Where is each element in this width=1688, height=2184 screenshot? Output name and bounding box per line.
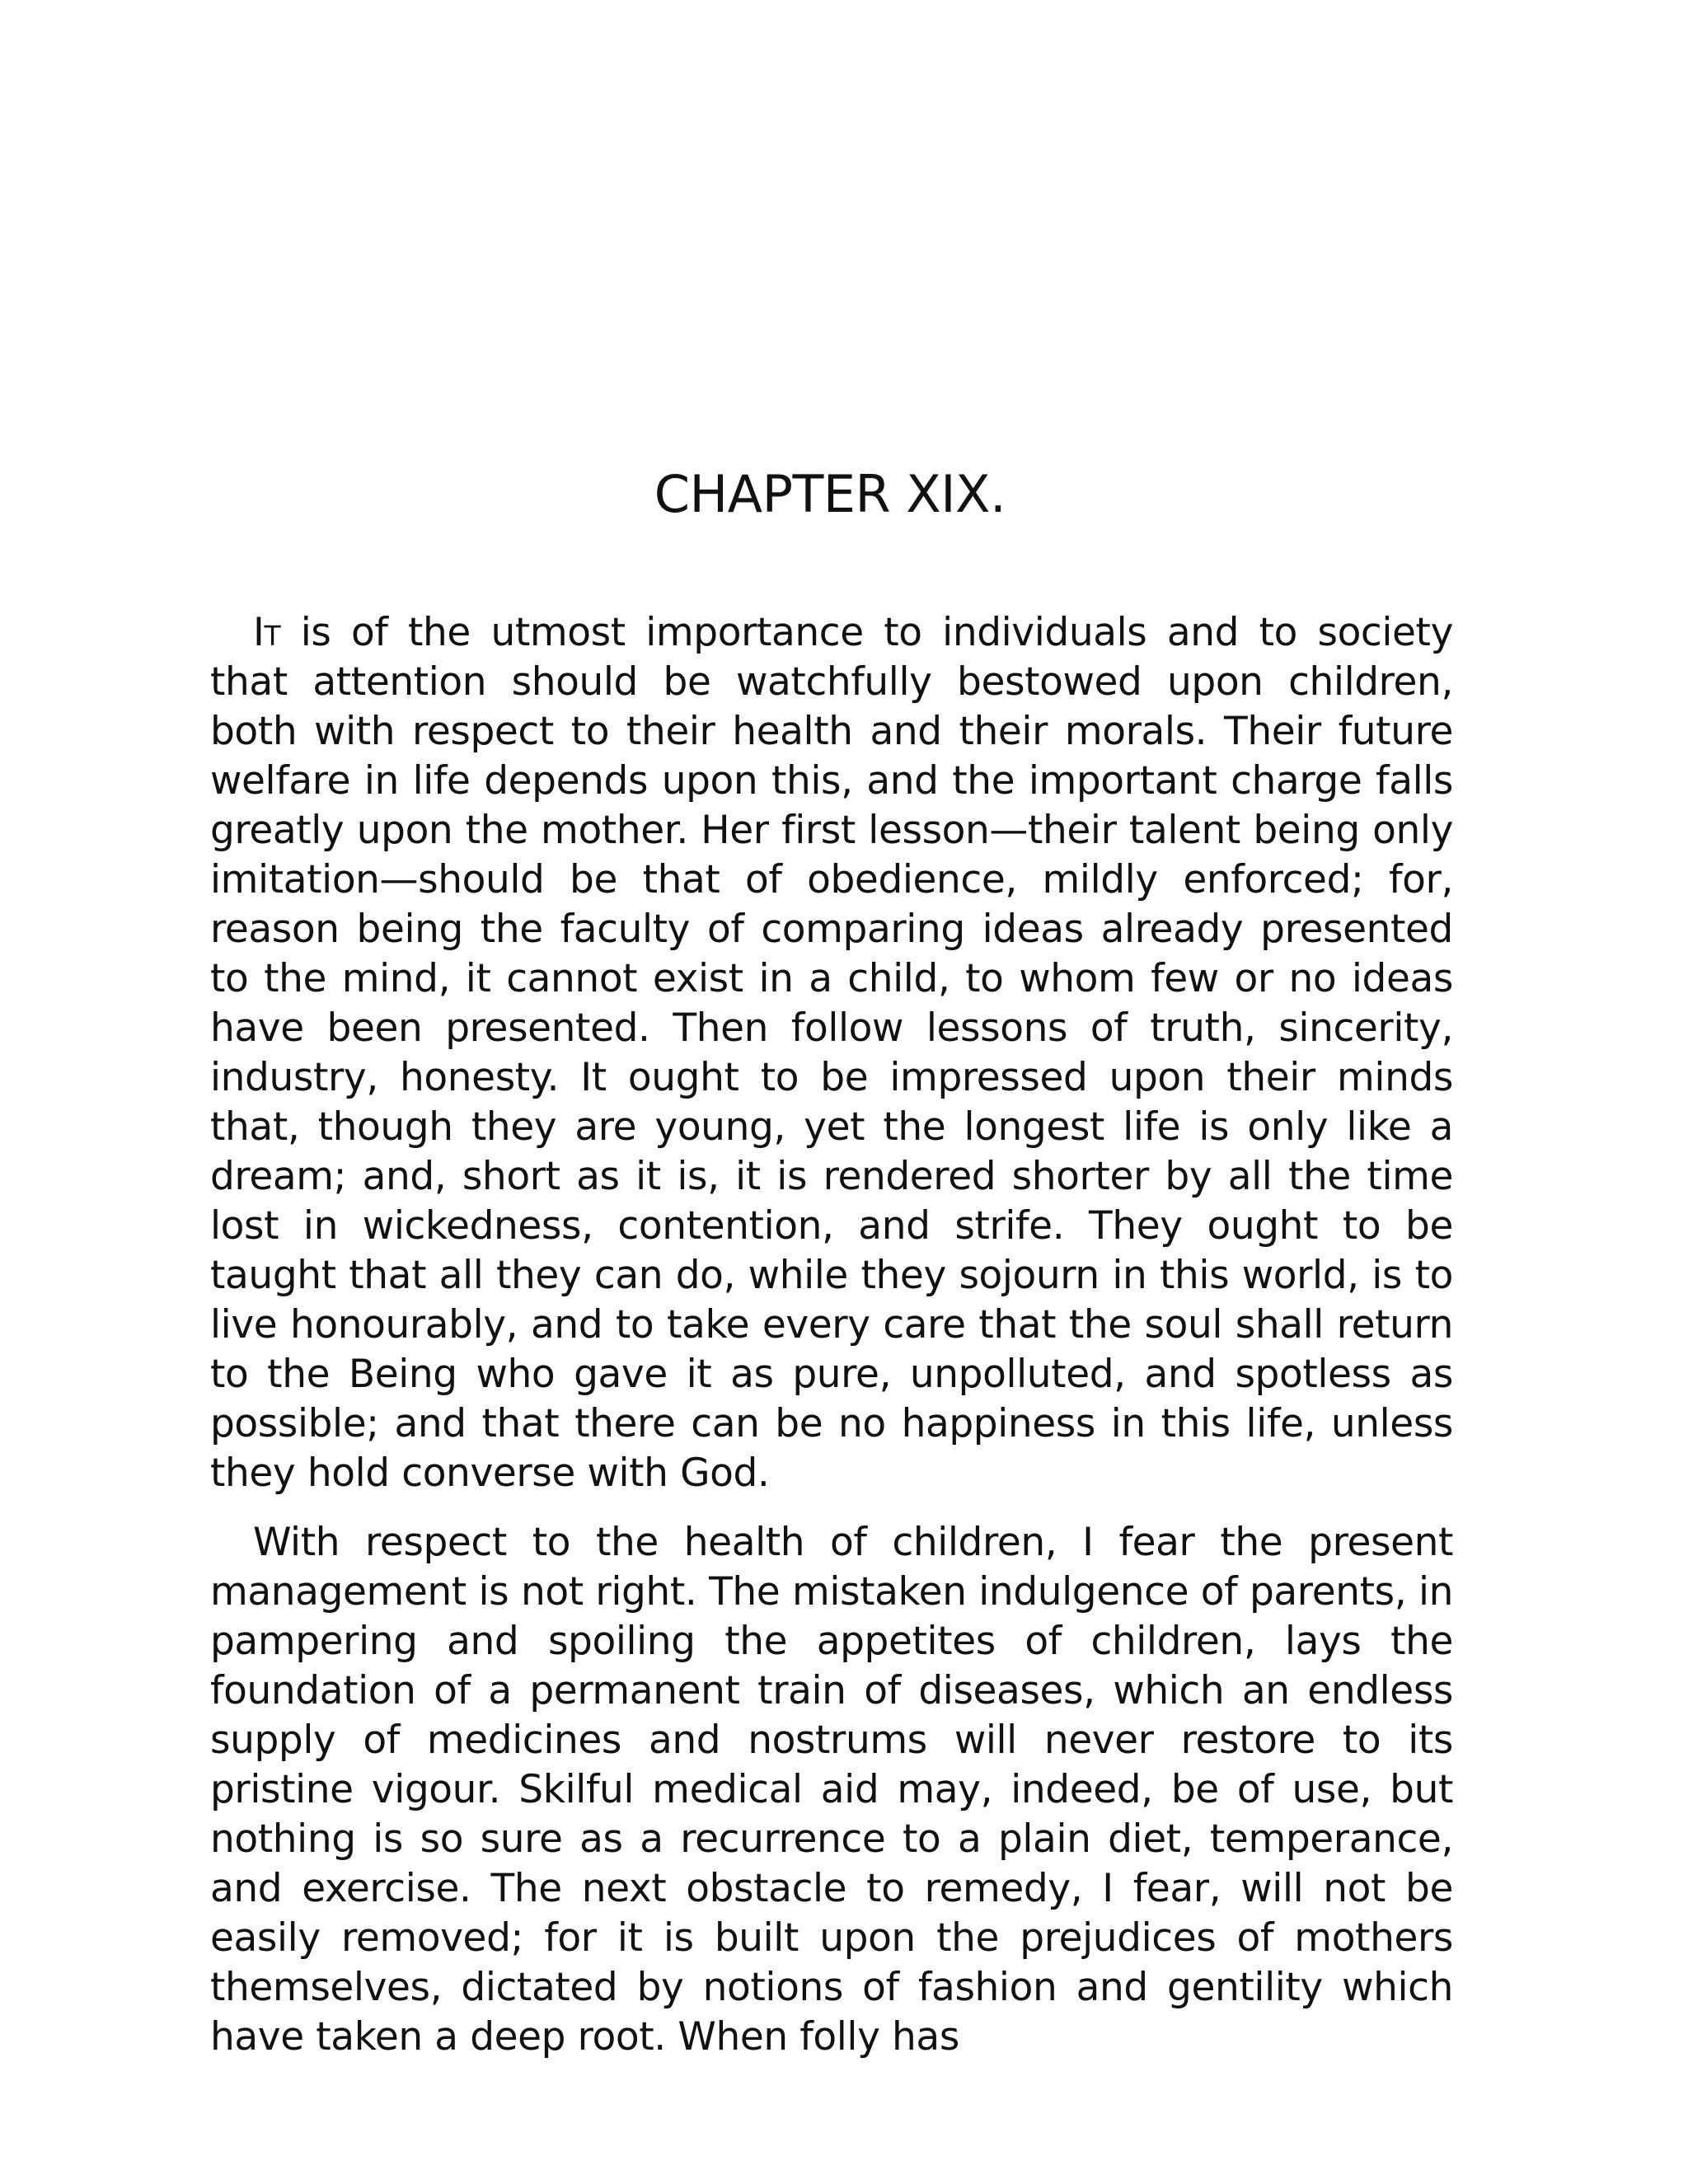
paragraph-1-text: is of the utmost importance to individuals and to society that attention should be watchfully bestowed upon children, both with respect to their health and their morals. Their future welfare in life depends upon this, and the important charge falls greatly upon the mother. Her first lesson—their talent being only imitation—should be that of obedience, mildly enforced; for, reason being the faculty of comparing ideas already presented to the mind, it cannot exist in a child, to whom few or no ideas have been presented. Then follow lessons of truth, sincerity, industry, honesty. It ought to be impressed upon their minds that, though they are young, yet the longest life is only like a dream; and, short as it is, it is rendered shorter by all the time lost in wickedness, contention, and strife. They ought to be taught that all they can do, while they sojourn in this world, is to live honourably, and to take every care that the soul shall return to the Being who gave it as pure, unpolluted, and spotless as possible; and that there can be no happiness in this life, unless they hold converse with God. [210,610,1453,1496]
paragraph-1 [210,608,1453,1498]
paragraph-1-initial: It [253,610,281,655]
chapter-title: CHAPTER XIX. [654,464,1006,524]
paragraph-2-text: With respect to the health of children, I fear the present management is not right. The mistaken indulgence of parents, in pampering and spoiling the appetites of children, lays the foundation of a permanent train of diseases, which an endless supply of medicines and nostrums will never restore to its pristine vigour. Skilful medical aid may, indeed, be of use, but nothing is so sure as a recurrence to a plain diet, temperance, and exercise. The next obstacle to remedy, I fear, will not be easily removed; for it is built upon the prejudices of mothers themselves, dictated by notions of fashion and gentility which have taken a deep root. When folly has [210,1520,1453,2060]
chapter-body [210,608,1453,2062]
paragraph-2 [210,1518,1453,2062]
